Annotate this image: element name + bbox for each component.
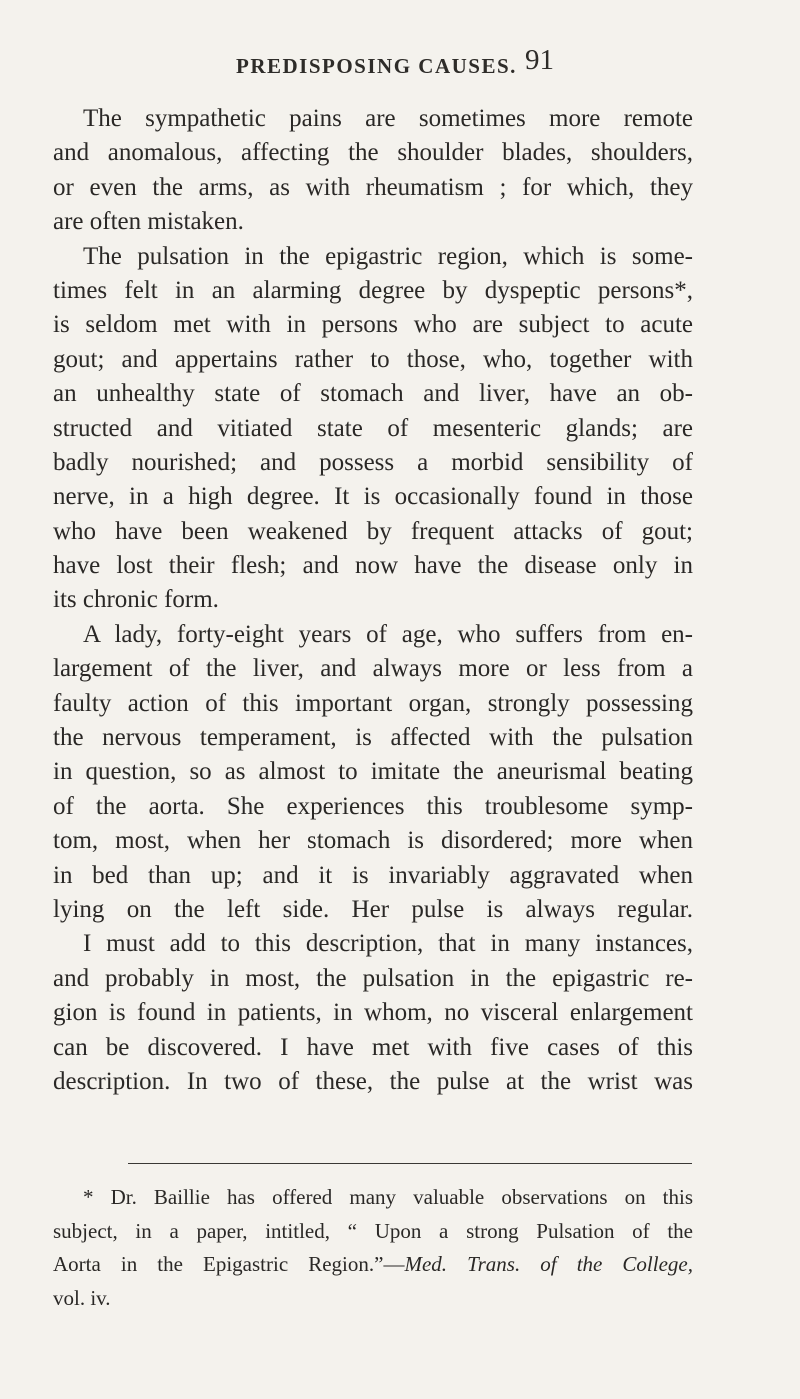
text-line: lying on the left side. Her pulse is always regular. (53, 895, 693, 923)
text-line: The sympathetic pains are sometimes more remote (83, 105, 693, 132)
page-number: 91 (525, 44, 554, 76)
footnote-rule (128, 1163, 692, 1164)
text-line: tom, most, when her stomach is disordered; more when (53, 827, 693, 855)
text-line: who have been weakened by frequent attacks of gout; (53, 517, 693, 545)
text-line: description. In two of these, the pulse at the wrist was (53, 1067, 693, 1095)
body-text (53, 102, 693, 1099)
text-line: largement of the liver, and always more or less from a (53, 655, 693, 683)
text-line: I must add to this description, that in many instances, (83, 930, 693, 958)
text-line: is seldom met with in persons who are subject to acute (53, 311, 693, 339)
text-line: and anomalous, affecting the shoulder blades, shoulders, (53, 139, 693, 167)
text-line: the nervous temperament, is affected with the pulsation (53, 724, 693, 752)
text-line: in question, so as almost to imitate the aneurismal beating (53, 758, 693, 786)
footnote (53, 1181, 693, 1315)
text-line: an unhealthy state of stomach and liver, have an ob- (53, 380, 693, 408)
text-line: or even the arms, as with rheumatism ; for which, they (53, 173, 693, 201)
text-line: are often mistaken. (53, 208, 244, 236)
text-line: faulty action of this important organ, strongly possessing (53, 689, 693, 717)
text-line: badly nourished; and possess a morbid sensibility of (53, 448, 693, 476)
footnote-line: subject, in a paper, intitled, “ Upon a strong Pulsation of the (53, 1218, 693, 1243)
text-line: in bed than up; and it is invariably aggravated when (53, 861, 693, 889)
text-line: A lady, forty-eight years of age, who suffers from en- (83, 620, 693, 648)
footnote-line: * Dr. Baillie has offered many valuable observations on this (83, 1185, 693, 1209)
footnote-citation: Med. Trans. of the College, (404, 1252, 693, 1276)
text-line: gout; and appertains rather to those, who, together with (53, 345, 693, 373)
text-line: times felt in an alarming degree by dyspeptic persons*, (53, 276, 693, 304)
text-line: can be discovered. I have met with five cases of this (53, 1033, 693, 1061)
text-line: its chronic form. (53, 586, 219, 614)
text-line: of the aorta. She experiences this troublesome symp- (53, 792, 693, 820)
text-line: The pulsation in the epigastric region, which is some- (83, 242, 693, 270)
text-line: nerve, in a high degree. It is occasionally found in those (53, 483, 693, 511)
text-line: have lost their flesh; and now have the disease only in (53, 552, 693, 580)
text-line: gion is found in patients, in whom, no visceral enlargement (53, 999, 693, 1027)
running-head: PREDISPOSING CAUSES. (236, 54, 517, 78)
text-line: and probably in most, the pulsation in the epigastric re- (53, 964, 693, 992)
footnote-line (53, 1248, 693, 1282)
page-header (0, 44, 800, 92)
footnote-text: Aorta in the Epigastric Region.”— (53, 1252, 405, 1276)
text-line: structed and vitiated state of mesenteric glands; are (53, 414, 693, 442)
footnote-line: vol. iv. (53, 1285, 111, 1310)
